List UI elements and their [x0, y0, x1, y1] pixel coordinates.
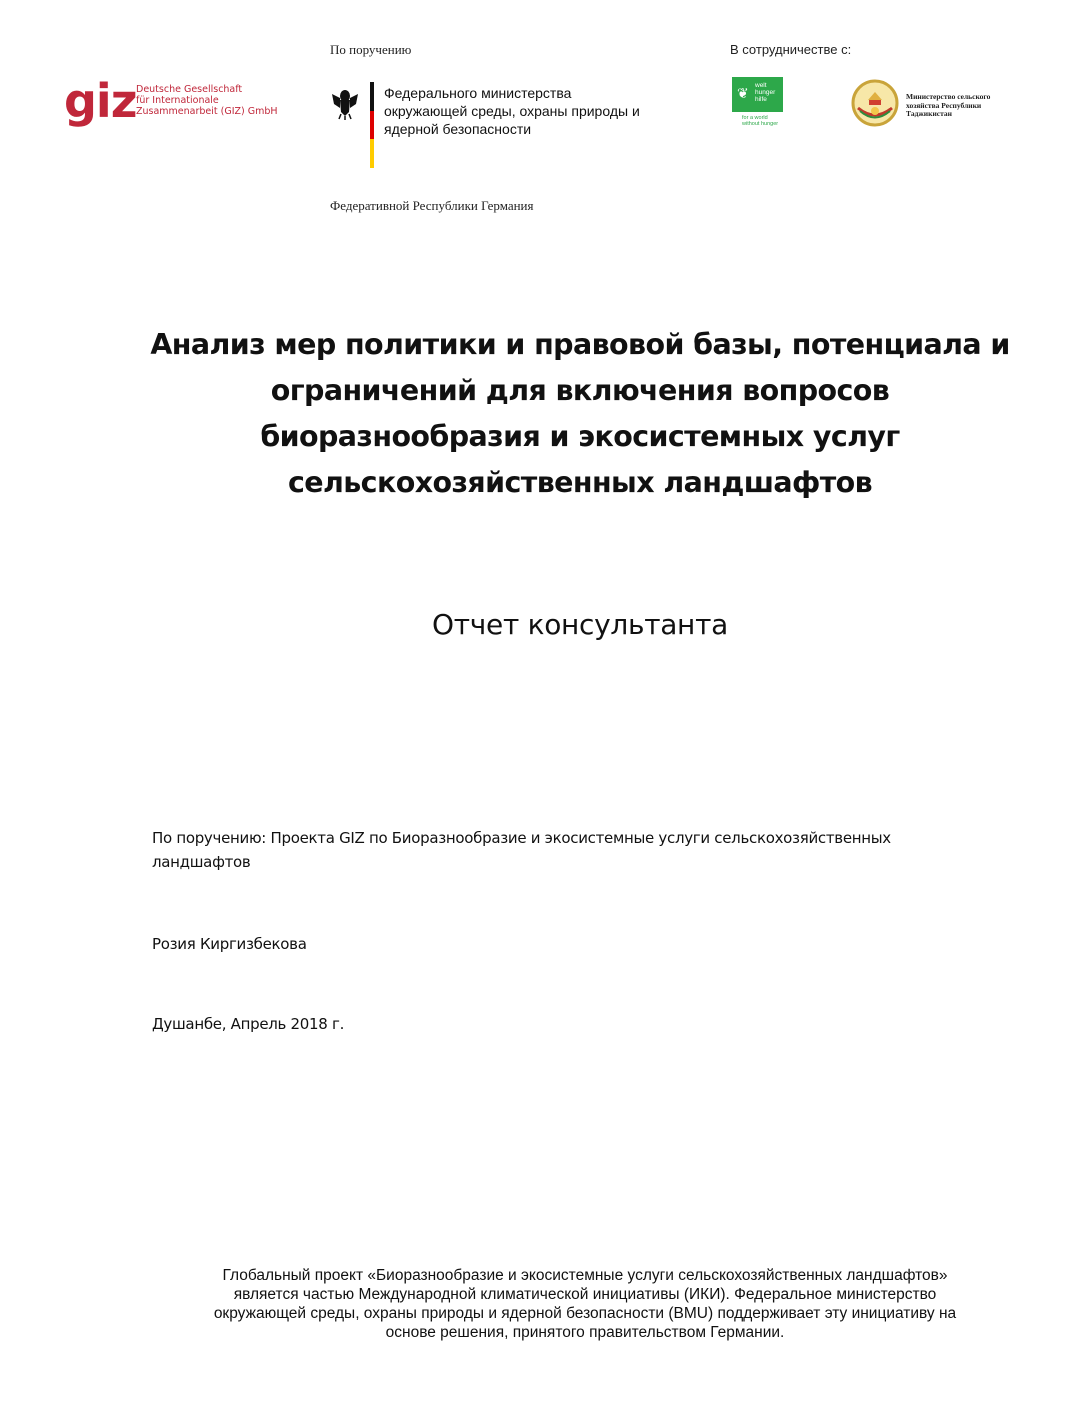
- tajikistan-emblem-icon: [850, 78, 900, 128]
- whh-tagline: [742, 115, 778, 127]
- giz-text-line: für Internationale: [136, 95, 219, 106]
- welthungerhilfe-logo: [732, 77, 783, 112]
- document-title: [120, 322, 1040, 506]
- footer-line: является частью Международной климатической инициативы (ИКИ). Федеральное министерство: [233, 1286, 937, 1303]
- tajik-ministry-line: хозяйства Республики: [906, 100, 982, 110]
- giz-text-line: Deutsche Gesellschaft: [136, 84, 243, 95]
- footer-line: Глобальный проект «Биоразнообразие и экосистемные услуги сельскохозяйственных ландшафтов»: [222, 1267, 948, 1284]
- title-line: сельскохозяйственных ландшафтов: [287, 466, 873, 499]
- republic-label: Федеративной Республики Германия: [330, 198, 534, 213]
- ministry-line: Федерального министерства: [384, 85, 572, 101]
- whh-tagline-line: without hunger: [742, 121, 779, 127]
- tajik-ministry-line: Министерство сельского: [906, 92, 991, 101]
- footer-line: окружающей среды, охраны природы и ядерной безопасности (BMU) поддерживает эту инициативу на: [213, 1305, 957, 1322]
- footer-note: [120, 1266, 1050, 1342]
- place-date: Душанбе, Апрель 2018 г.: [152, 1015, 345, 1033]
- title-line: биоразнообразия и экосистемных услуг: [260, 420, 900, 453]
- ministry-line: окружающей среды, охраны природы и: [384, 103, 640, 119]
- tajik-ministry-name: [906, 93, 990, 119]
- commissioned-by: По поручению: Проекта GIZ по Биоразнообразие и экосистемные услуги сельскохозяйственных ландшафтов: [152, 829, 891, 871]
- giz-text-line: Zusammenarbeit (GIZ) GmbH: [136, 106, 278, 117]
- whh-line: welt: [755, 82, 767, 89]
- giz-logo: giz: [64, 74, 137, 128]
- whh-line: hunger: [755, 89, 776, 96]
- german-flag-bar: [370, 82, 374, 168]
- title-line: Анализ мер политики и правовой базы, потенциала и: [150, 328, 1010, 361]
- cooperation-label: В сотрудничестве с:: [730, 42, 852, 57]
- ministry-name: [384, 84, 640, 138]
- whh-tagline-line: for a world: [742, 115, 768, 121]
- whh-line: hilfe: [755, 96, 767, 103]
- federal-eagle-icon: [330, 86, 360, 120]
- footer-line: основе решения, принятого правительством Германии.: [385, 1324, 785, 1341]
- ministry-line: ядерной безопасности: [384, 121, 532, 137]
- document-subtitle: Отчет консультанта: [432, 608, 728, 641]
- author-name: Розия Киргизбекова: [152, 935, 307, 953]
- title-line: ограничений для включения вопросов: [270, 374, 890, 407]
- commission-label: По поручению: [330, 42, 412, 57]
- giz-logo-text: [136, 84, 278, 117]
- wheat-icon: ❦: [737, 85, 749, 101]
- tajik-ministry-line: Таджикистан: [906, 109, 952, 118]
